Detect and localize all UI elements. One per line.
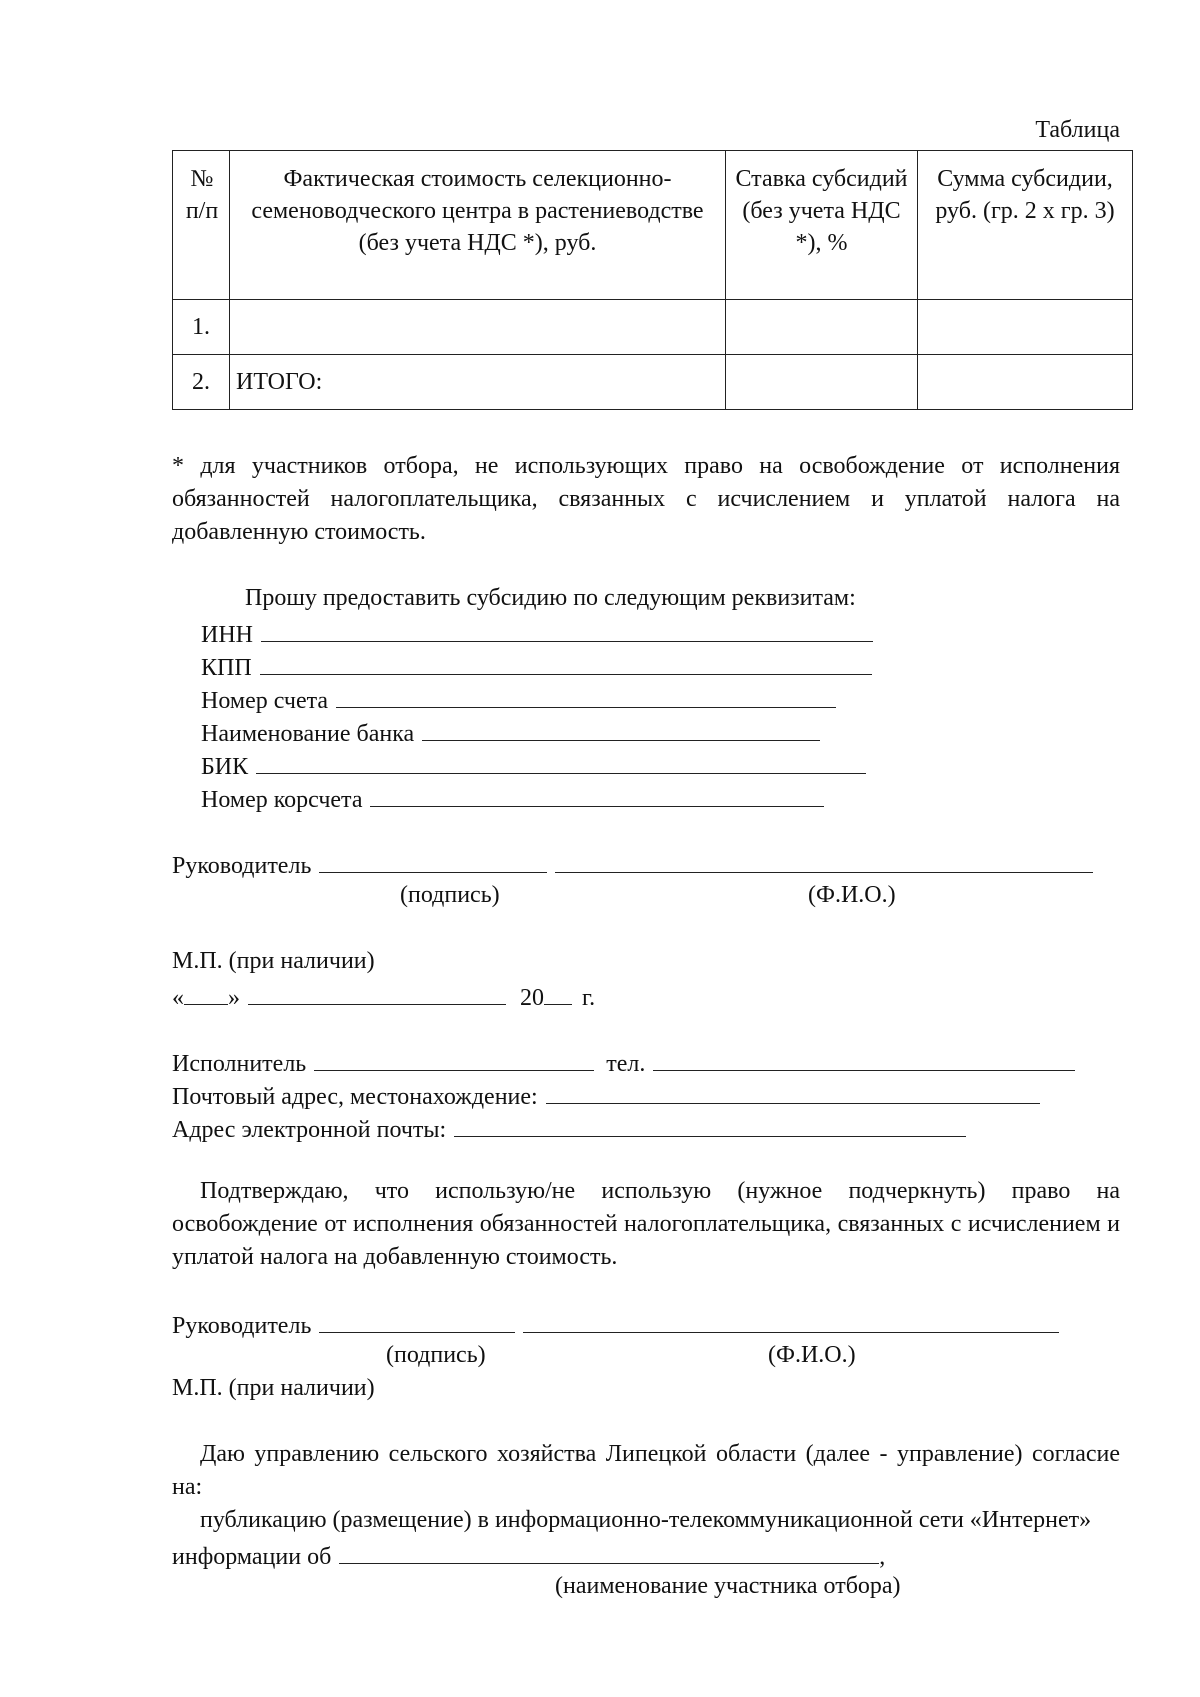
stamp-note: М.П. (при наличии) [172, 948, 375, 974]
requisite-inn [201, 615, 873, 651]
row-sum[interactable] [918, 355, 1133, 410]
month-field[interactable] [248, 978, 506, 1005]
participant-field[interactable] [339, 1537, 879, 1564]
address-field[interactable] [546, 1077, 1040, 1104]
account-number-field[interactable] [336, 681, 836, 708]
participant-caption: (наименование участника отбора) [555, 1573, 901, 1599]
year-prefix: 20 [520, 985, 544, 1011]
close-quote: » [228, 985, 240, 1011]
bik-field[interactable] [256, 747, 866, 774]
address-label: Почтовый адрес, местонахождение: [172, 1084, 538, 1110]
subsidy-table [172, 150, 1133, 410]
day-field[interactable] [184, 978, 228, 1005]
table-row [173, 300, 1133, 355]
vat-confirmation: Подтверждаю, что использую/не использую (нужное подчеркнуть) право на освобождение от исполнения обязанностей налогоплательщика, связанных с исчислением и уплатой налога на добавленную стоимость. [172, 1178, 1120, 1270]
full-name-field[interactable] [523, 1306, 1059, 1333]
requisite-bik [201, 747, 866, 783]
email-label: Адрес электронной почты: [172, 1117, 447, 1143]
header-subsidy-sum: Сумма субсидии, руб. (гр. 2 х гр. 3) [918, 151, 1133, 300]
requisite-corr-account [201, 780, 824, 816]
requisite-label: КПП [201, 655, 252, 681]
signature-caption: (подпись) [386, 1342, 486, 1368]
name-caption: (Ф.И.О.) [808, 882, 896, 908]
signature-field[interactable] [319, 1306, 515, 1333]
table-header-row [173, 151, 1133, 300]
head-label: Руководитель [172, 853, 312, 879]
row-label: ИТОГО: [230, 355, 726, 410]
header-number: № п/п [173, 151, 230, 300]
phone-field[interactable] [653, 1044, 1075, 1071]
table-row [173, 355, 1133, 410]
email-line [172, 1110, 966, 1146]
inn-field[interactable] [261, 615, 873, 642]
signature-block-2 [172, 1306, 1059, 1342]
requisite-label: Наименование банка [201, 721, 415, 747]
name-caption: (Ф.И.О.) [768, 1342, 856, 1368]
signature-field[interactable] [319, 846, 547, 873]
executor-label: Исполнитель [172, 1051, 307, 1077]
row-rate[interactable] [726, 300, 918, 355]
year-suffix: г. [582, 985, 596, 1011]
stamp-note: М.П. (при наличии) [172, 1375, 375, 1401]
row-sum[interactable] [918, 300, 1133, 355]
year-field[interactable] [544, 978, 572, 1005]
consent-intro: Даю управлению сельского хозяйства Липецкой области (далее - управление) согласие на: [172, 1441, 1120, 1500]
row-label[interactable] [230, 300, 726, 355]
signature-caption: (подпись) [400, 882, 500, 908]
row-number: 1. [173, 300, 230, 355]
vat-footnote: * для участников отбора, не использующих право на освобождение от исполнения обязанностей налогоплательщика, связанных с исчислением и уплатой налога на добавленную стоимость. [172, 453, 1120, 545]
head-label: Руководитель [172, 1313, 312, 1339]
requisite-label: БИК [201, 754, 249, 780]
signature-block-1 [172, 846, 1093, 882]
corr-account-field[interactable] [370, 780, 824, 807]
address-line [172, 1077, 1040, 1113]
row-rate[interactable] [726, 355, 918, 410]
request-text: Прошу предоставить субсидию по следующим реквизитам: [245, 585, 856, 611]
requisite-label: ИНН [201, 622, 253, 648]
kpp-field[interactable] [260, 648, 872, 675]
header-actual-cost: Фактическая стоимость селекционно-семеноводческого центра в растениеводстве (без учета НДС *), руб. [230, 151, 726, 300]
date-line [172, 978, 595, 1014]
open-quote: « [172, 985, 184, 1011]
requisite-label: Номер корсчета [201, 787, 363, 813]
publication-text: публикацию (размещение) в информационно-телекоммуникационной сети «Интернет» информации об [172, 1507, 1092, 1570]
executor-line [172, 1044, 1075, 1080]
email-field[interactable] [454, 1110, 966, 1137]
phone-label: тел. [606, 1051, 646, 1077]
requisite-bank [201, 714, 820, 750]
bank-name-field[interactable] [422, 714, 820, 741]
header-subsidy-rate: Ставка субсидий (без учета НДС *), % [726, 151, 918, 300]
executor-field[interactable] [314, 1044, 594, 1071]
requisite-account [201, 681, 836, 717]
trailing-comma: , [879, 1544, 886, 1570]
table-title: Таблица [1035, 117, 1120, 143]
row-number: 2. [173, 355, 230, 410]
requisite-label: Номер счета [201, 688, 329, 714]
requisite-kpp [201, 648, 872, 684]
full-name-field[interactable] [555, 846, 1093, 873]
consent-publication [172, 1504, 1120, 1574]
